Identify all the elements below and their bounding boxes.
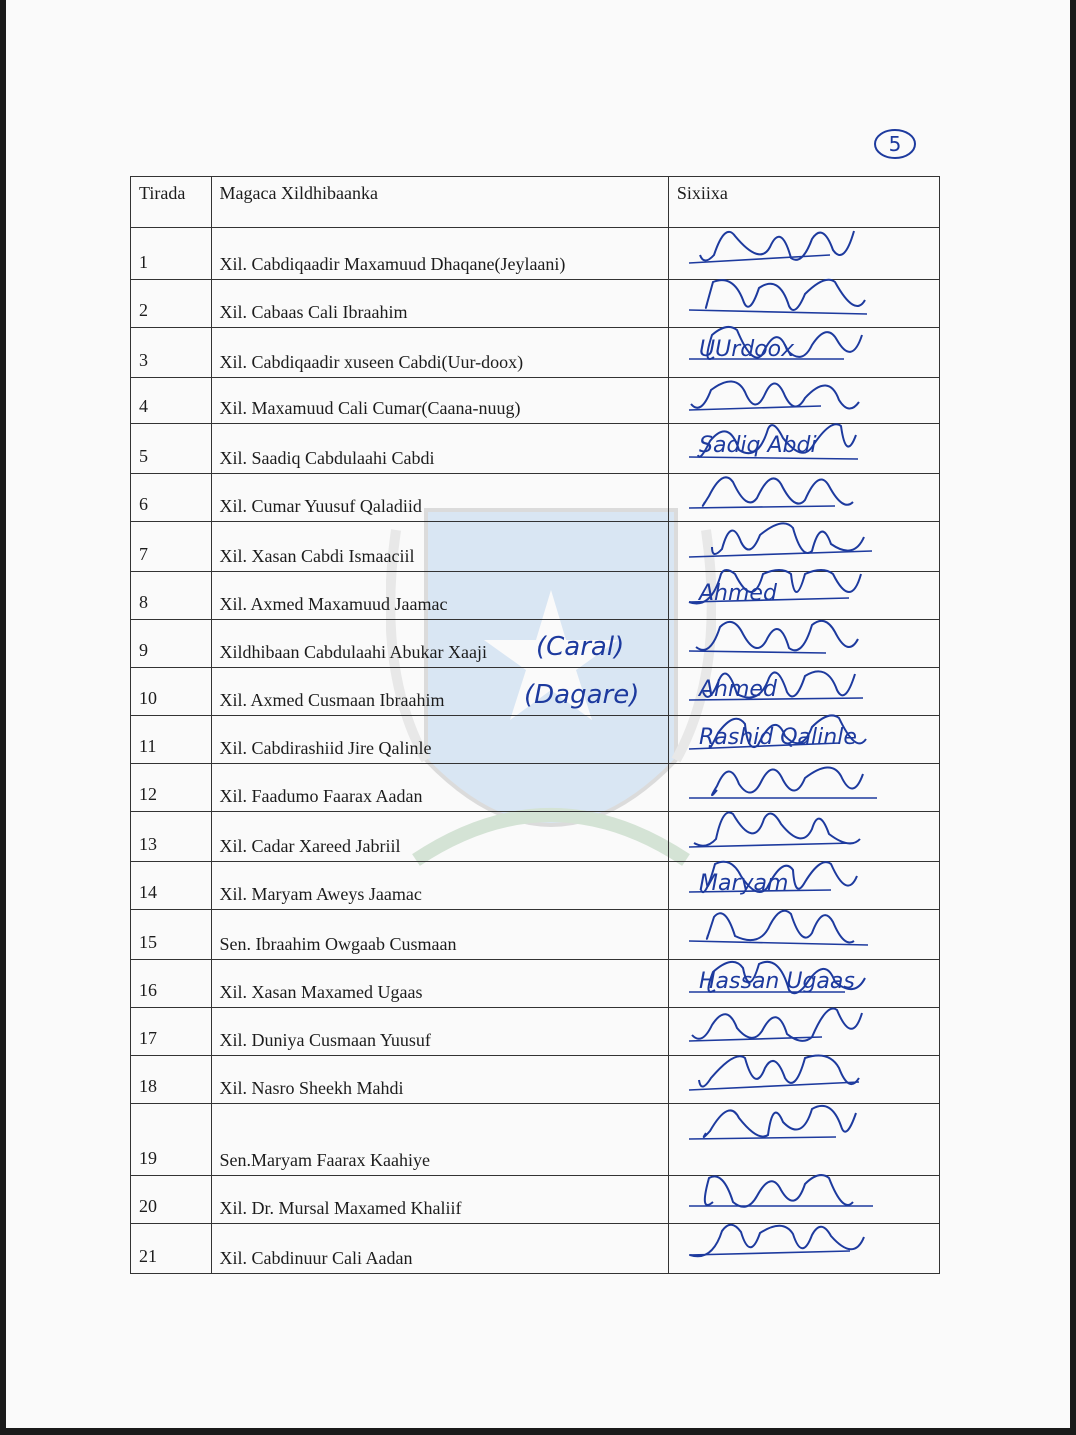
table-row — [131, 1224, 940, 1274]
member-name: Sen. Ibraahim Owgaab Cusmaan — [211, 910, 668, 960]
handwritten-annotation-row10: (Dagare) — [524, 680, 640, 710]
row-number: 13 — [131, 812, 212, 862]
member-name: Xil. Saadiq Cabdulaahi Cabdi — [211, 424, 668, 474]
row-number: 9 — [131, 620, 212, 668]
member-name: Xil. Cabaas Cali Ibraahim — [211, 280, 668, 328]
row-number: 10 — [131, 668, 212, 716]
document-page — [6, 0, 1070, 1428]
member-name: Xil. Maxamuud Cali Cumar(Caana-nuug) — [211, 378, 668, 424]
signature-text: Ahmed — [698, 677, 777, 702]
handwritten-annotation-row9: (Caral) — [536, 632, 625, 662]
row-number: 6 — [131, 474, 212, 522]
member-name: Xil. Xasan Cabdi Ismaaciil — [211, 522, 668, 572]
handwritten-signature-icon — [669, 1210, 935, 1272]
row-number: 7 — [131, 522, 212, 572]
member-name: Xil. Nasro Sheekh Mahdi — [211, 1056, 668, 1104]
row-number: 1 — [131, 228, 212, 280]
row-number: 4 — [131, 378, 212, 424]
member-name: Xil. Cumar Yuusuf Qaladiid — [211, 474, 668, 522]
header-signature: Sixiixa — [668, 177, 939, 228]
row-number: 14 — [131, 862, 212, 910]
member-name: Xil. Dr. Mursal Maxamed Khaliif — [211, 1176, 668, 1224]
row-number: 18 — [131, 1056, 212, 1104]
svg-text:5: 5 — [888, 132, 902, 156]
row-number: 3 — [131, 328, 212, 378]
member-name: Xil. Faadumo Faarax Aadan — [211, 764, 668, 812]
header-name: Magaca Xildhibaanka — [211, 177, 668, 228]
signature-text: Hassan Ugaas — [698, 969, 855, 994]
row-number: 11 — [131, 716, 212, 764]
handwritten-signature-icon — [669, 1090, 935, 1152]
member-name: Sen.Maryam Faarax Kaahiye — [211, 1104, 668, 1176]
member-name: Xildhibaan Cabdulaahi Abukar Xaaji — [211, 620, 668, 668]
member-name: Xil. Maryam Aweys Jaamac — [211, 862, 668, 910]
member-name: Xil. Cabdirashiid Jire Qalinle — [211, 716, 668, 764]
signature-text: UUrdoox — [698, 337, 794, 362]
signature-text: Rashid Qalinle — [698, 725, 857, 750]
table-body — [131, 228, 940, 1274]
member-name: Xil. Cabdiqaadir xuseen Cabdi(Uur-doox) — [211, 328, 668, 378]
member-name: Xil. Cabdiqaadir Maxamuud Dhaqane(Jeylaani) — [211, 228, 668, 280]
row-number: 8 — [131, 572, 212, 620]
row-number: 2 — [131, 280, 212, 328]
row-number: 16 — [131, 960, 212, 1008]
signature-text: Sadiq Abdi — [698, 433, 817, 458]
row-number: 19 — [131, 1104, 212, 1176]
signature-cell — [668, 1224, 939, 1274]
member-name: Xil. Axmed Cusmaan Ibraahim — [211, 668, 668, 716]
header-number: Tirada — [131, 177, 212, 228]
row-number: 21 — [131, 1224, 212, 1274]
row-number: 5 — [131, 424, 212, 474]
member-name: Xil. Axmed Maxamuud Jaamac — [211, 572, 668, 620]
page-number-mark — [872, 126, 918, 162]
row-number: 12 — [131, 764, 212, 812]
row-number: 15 — [131, 910, 212, 960]
member-name: Xil. Cabdinuur Cali Aadan — [211, 1224, 668, 1274]
member-name: Xil. Cadar Xareed Jabriil — [211, 812, 668, 862]
member-name: Xil. Duniya Cusmaan Yuusuf — [211, 1008, 668, 1056]
signature-table — [130, 176, 940, 1274]
signature-text: Ahmed — [698, 581, 777, 606]
row-number: 20 — [131, 1176, 212, 1224]
signature-text: Maryam — [698, 871, 789, 896]
row-number: 17 — [131, 1008, 212, 1056]
member-name: Xil. Xasan Maxamed Ugaas — [211, 960, 668, 1008]
